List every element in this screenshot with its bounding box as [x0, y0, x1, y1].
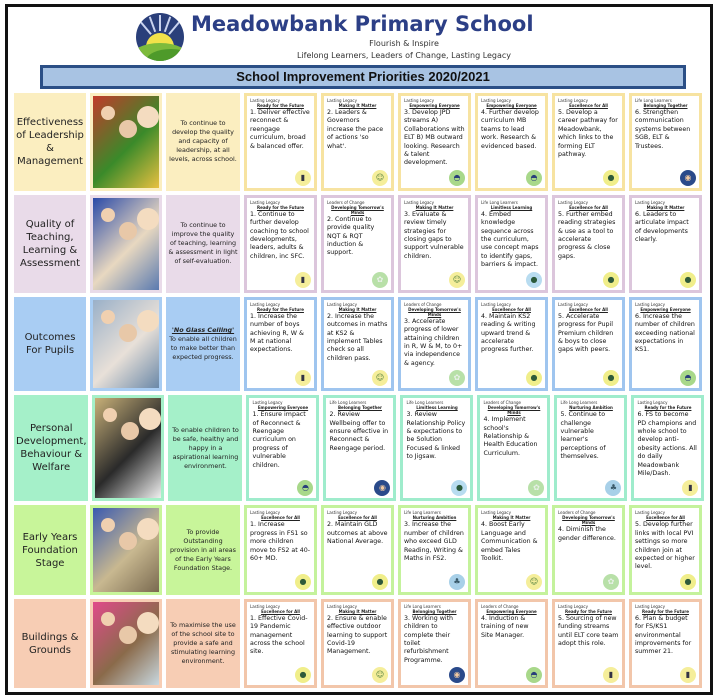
card-text: 4. Diminish the gender difference. — [558, 526, 616, 542]
traffic-light-icon: ▮ — [295, 170, 311, 186]
medal-icon: ● — [603, 370, 619, 386]
priority-row — [14, 395, 712, 501]
card-theme: Belonging Together — [643, 103, 688, 108]
card-theme: Ready for the Future — [257, 306, 304, 312]
motto: Flourish & Inspire — [369, 39, 439, 48]
card-strand: Lasting Legacy — [558, 301, 588, 307]
school-name: Meadowbank Primary School — [191, 12, 534, 36]
card-strand: Lasting Legacy — [252, 400, 283, 406]
card-theme: Excellence for All — [569, 204, 608, 210]
priority-card — [629, 505, 702, 594]
card-strand: Lasting Legacy — [637, 400, 668, 406]
focus-area-aim — [166, 93, 240, 191]
medal-icon: ● — [680, 574, 696, 590]
card-theme: Excellence for All — [492, 306, 531, 312]
card-text: 6. Leaders to articulate impact of developments clearly. — [635, 210, 689, 244]
priority-card — [244, 599, 317, 688]
medal-icon: ● — [603, 170, 619, 186]
priority-card — [552, 599, 625, 688]
priority-card — [246, 395, 319, 501]
thinking-child-icon: ☺ — [449, 272, 465, 288]
tree-icon: ♣ — [605, 480, 621, 496]
card-theme: Developing Tomorrow's Minds — [487, 405, 541, 416]
photo-figure — [101, 518, 115, 532]
card-theme: Excellence for All — [261, 515, 300, 521]
card-theme: Excellence for All — [338, 515, 377, 521]
priority-card — [321, 505, 394, 594]
card-strand: Lasting Legacy — [250, 98, 280, 103]
priority-card — [475, 93, 548, 191]
school-logo-icon: ◓ — [449, 170, 465, 186]
priority-row — [14, 195, 712, 293]
card-text: 5. Continue to challenge vulnerable learner's perceptions of themselves. — [560, 411, 606, 461]
children-science-photo — [90, 195, 162, 293]
card-text: 1. Continue to further develop coaching to school developments, leaders, adults & children, inc SFC. — [250, 210, 309, 260]
card-theme: Making It Matter — [338, 306, 377, 312]
focus-area-aim — [166, 297, 240, 391]
priority-row — [14, 93, 712, 191]
thinking-child-icon: ☺ — [372, 667, 388, 683]
focus-area-label: Buildings & Grounds — [14, 599, 86, 688]
priority-card — [475, 297, 548, 391]
photo-figure — [119, 222, 137, 240]
priority-card — [475, 505, 548, 594]
brain-icon: ✿ — [449, 370, 465, 386]
focus-area-aim — [166, 195, 240, 293]
card-theme: Excellence for All — [569, 103, 608, 108]
card-strand: Lasting Legacy — [481, 510, 511, 516]
focus-area-label: Outcomes For Pupils — [14, 297, 86, 391]
tagline: Lifelong Learners, Leaders of Change, Lasting Legacy — [296, 51, 512, 60]
card-text: 4. Embed knowledge sequence across the curriculum, use concept maps to identify gaps, barriers & impact. — [481, 210, 539, 269]
priority-card — [398, 195, 471, 293]
traffic-light-icon: ▮ — [680, 667, 696, 683]
lightbulb-icon: ● — [451, 480, 467, 496]
card-theme: Excellence for All — [569, 306, 608, 312]
focus-area-label: Effectiveness of Leadership & Management — [14, 93, 86, 191]
priority-card — [398, 505, 471, 594]
medal-icon: ● — [295, 574, 311, 590]
thinking-child-icon: ☺ — [526, 574, 542, 590]
medal-icon: ● — [526, 370, 542, 386]
priority-card — [477, 395, 550, 501]
priority-row — [14, 297, 712, 391]
card-strand: Life Long Learners — [404, 510, 441, 516]
card-theme: Belonging Together — [337, 405, 382, 411]
card-strand: Lasting Legacy — [327, 301, 357, 307]
priority-card — [323, 395, 396, 501]
card-theme: Limitless Learning — [416, 405, 458, 411]
priority-row — [14, 599, 712, 688]
photo-figure — [119, 626, 137, 644]
photo-figure — [101, 612, 115, 626]
focus-area-aim — [166, 505, 240, 594]
card-strand: Leaders of Change — [481, 603, 519, 609]
card-theme: Empowering Everyone — [486, 608, 537, 614]
card-strand: Leaders of Change — [404, 301, 442, 307]
card-theme: Nurturing Ambition — [412, 515, 457, 521]
tree-icon: ♣ — [449, 574, 465, 590]
priority-card — [398, 297, 471, 391]
card-strand: Life Long Learners — [481, 199, 518, 205]
priority-card — [552, 93, 625, 191]
aim-text: To provide Outstanding provision in all areas of the Early Years Foundation Stage. — [169, 527, 237, 572]
card-strand: Lasting Legacy — [558, 98, 588, 103]
card-theme: Making It Matter — [415, 204, 454, 210]
photo-figure — [101, 106, 115, 120]
photo-figure — [121, 422, 139, 440]
card-text: 4. Induction & training of new Site Manager. — [481, 614, 529, 639]
globe-badge-icon: ◉ — [680, 170, 696, 186]
globe-badge-icon: ◉ — [374, 480, 390, 496]
card-strand: Lasting Legacy — [481, 301, 511, 307]
priority-card — [629, 93, 702, 191]
brain-icon: ✿ — [372, 272, 388, 288]
card-strand: Leaders of Change — [327, 199, 365, 205]
card-strand: Lasting Legacy — [558, 603, 588, 609]
focus-area-label: Quality of Teaching, Learning & Assessment — [14, 195, 86, 293]
priority-card — [244, 297, 317, 391]
priority-card — [244, 93, 317, 191]
aim-text: To enable children to be safe, healthy and happy in a aspirational learning environment. — [172, 425, 239, 470]
card-strand: Lasting Legacy — [250, 199, 280, 205]
card-text: 2. Ensure & enable effective outdoor learning to support Covid-19 Management. — [327, 614, 388, 656]
aim-text: To enable all children to make better than expected progress. — [169, 334, 237, 361]
priority-card — [629, 297, 702, 391]
priorities-grid — [14, 93, 712, 688]
card-text: 2. Increase the outcomes in maths at KS2 & implement Tables check so all children pass. — [327, 312, 388, 362]
card-strand: Lasting Legacy — [635, 603, 665, 609]
card-text: 1. Deliver effective reconnect & reengage curriculum, broad & balanced offer. — [250, 109, 310, 150]
card-text: 2. Maintain GLD outcomes at above National Average. — [327, 521, 388, 546]
photo-figure — [119, 324, 137, 342]
photo-figure — [119, 120, 137, 138]
aim-heading: 'No Glass Ceiling' — [171, 325, 235, 334]
photo-figure — [103, 408, 117, 422]
card-theme: Belonging Together — [412, 608, 457, 614]
child-outdoors-photo — [90, 599, 162, 688]
priority-card — [400, 395, 473, 501]
card-text: 6. Strengthen communication systems between SGB, ELT & Trustees. — [635, 109, 691, 150]
priority-card — [398, 93, 471, 191]
thinking-child-icon: ☺ — [372, 370, 388, 386]
card-strand: Lasting Legacy — [327, 98, 357, 103]
priority-card — [321, 599, 394, 688]
card-strand: Life Long Learners — [329, 400, 367, 406]
card-theme: Making It Matter — [338, 103, 377, 108]
priority-card — [398, 599, 471, 688]
school-logo-icon: ◓ — [526, 667, 542, 683]
aim-text: To continue to improve the quality of teaching, learning & assessment in light of self-evaluation. — [168, 221, 238, 266]
card-theme: Making It Matter — [492, 515, 531, 521]
photo-figure — [101, 310, 115, 324]
medal-icon: ● — [372, 574, 388, 590]
photo-figure — [137, 208, 159, 230]
card-text: 3. Increase the number of children who exceed GLD Reading, Writing & Maths in FS2. — [404, 521, 464, 562]
focus-area-label: Early Years Foundation Stage — [14, 505, 86, 594]
card-text: 5. Develop a career pathway for Meadowbank, which links to the forming ELT pathway. — [558, 109, 618, 159]
card-text: 3. Develop JPD streams A) Collaborations with ELT B) MB outward looking. Research & talent development. — [404, 109, 465, 167]
photo-figure — [101, 208, 115, 222]
card-strand: Life Long Learners — [406, 400, 444, 406]
aim-text: To maximise the use of the school site to provide a safe and stimulating learning environment. — [170, 621, 236, 666]
poster-frame — [5, 4, 713, 695]
card-text: 6. FS to become PD champions and whole school to develop anti-obesity actions. All do daily Meadowbank Mile/Dash. — [637, 411, 697, 477]
card-text: 1. Increase progress in FS1 so more children move to FS2 at 40-60+ MD. — [250, 521, 311, 562]
card-theme: Developing Tomorrow's Minds — [408, 306, 461, 317]
card-strand: Life Long Learners — [404, 603, 441, 609]
medal-icon: ● — [603, 272, 619, 288]
photo-figure — [137, 518, 159, 540]
lightbulb-icon: ● — [526, 272, 542, 288]
card-text: 1. Ensure impact of Reconnect & Reengage curriculum on progress of vulnerable children. — [252, 411, 306, 469]
card-strand: Lasting Legacy — [250, 603, 280, 609]
card-text: 1. Increase the number of boys achieving R, W & M at national expectations. — [250, 312, 304, 354]
priority-card — [244, 505, 317, 594]
card-theme: Excellence for All — [646, 515, 685, 521]
card-strand: Leaders of Change — [558, 510, 596, 516]
medal-icon: ● — [680, 272, 696, 288]
card-theme: Empowering Everyone — [486, 103, 537, 108]
card-strand: Lasting Legacy — [635, 199, 665, 205]
card-strand: Lasting Legacy — [635, 301, 665, 307]
card-theme: Ready for the Future — [257, 204, 304, 210]
card-text: 3. Working with children to complete their toilet refurbishment Programme. — [404, 614, 454, 664]
brain-icon: ✿ — [603, 574, 619, 590]
teacher-with-pupils-photo — [90, 297, 162, 391]
card-theme: Empowering Everyone — [640, 306, 691, 312]
traffic-light-icon: ▮ — [295, 272, 311, 288]
photo-figure — [137, 612, 159, 634]
card-theme: Developing Tomorrow's Minds — [331, 204, 384, 215]
card-text: 4. Implement school's Relationship & Health Education Curriculum. — [483, 416, 538, 457]
card-theme: Developing Tomorrow's Minds — [562, 515, 615, 526]
card-strand: Life Long Learners — [635, 98, 672, 103]
globe-badge-icon: ◉ — [449, 667, 465, 683]
priority-card — [321, 195, 394, 293]
card-theme: Empowering Everyone — [257, 405, 309, 411]
priority-card — [552, 297, 625, 391]
card-theme: Ready for the Future — [642, 608, 689, 614]
school-logo-icon: ◓ — [297, 480, 313, 496]
children-gymnastics-photo — [92, 395, 164, 501]
aim-text: To continue to develop the quality and capacity of leadership, at all levels, across school. — [169, 119, 237, 164]
school-logo-icon: ◓ — [526, 170, 542, 186]
priority-card — [554, 395, 627, 501]
card-text: 4. Boost Early Language and Communication & embed Tales Toolkit. — [481, 521, 538, 562]
card-strand: Lasting Legacy — [250, 301, 280, 307]
card-theme: Empowering Everyone — [409, 103, 460, 108]
card-text: 1. Effective Covid-19 Pandemic management across the school site. — [250, 614, 308, 656]
priority-row — [14, 505, 712, 594]
card-theme: Excellence for All — [261, 608, 300, 614]
focus-area-aim — [168, 395, 242, 501]
card-text: 5. Develop further links with local PVI settings so more children join at expected or higher level. — [635, 521, 695, 571]
traffic-light-icon: ▮ — [682, 480, 698, 496]
priority-card — [475, 195, 548, 293]
card-text: 2. Review Wellbeing offer to ensure effective in Reconnect & Reengage period. — [329, 411, 389, 452]
card-strand: Lasting Legacy — [404, 98, 434, 103]
priority-card — [552, 195, 625, 293]
children-reading-photo — [90, 505, 162, 594]
card-text: 3. Accelerate progress of lower attaining children in R, W & M, to 0+ via independence & agency. — [404, 317, 463, 367]
page-title: School Improvement Priorities 2020/2021 — [236, 69, 490, 84]
focus-area-aim — [166, 599, 240, 688]
thinking-child-icon: ☺ — [372, 170, 388, 186]
card-strand: Lasting Legacy — [481, 98, 511, 103]
card-theme: Making It Matter — [646, 204, 685, 210]
priority-card — [475, 599, 548, 688]
photo-figure — [119, 532, 137, 550]
card-strand: Leaders of Change — [483, 400, 521, 406]
card-strand: Lasting Legacy — [327, 603, 357, 609]
card-strand: Lasting Legacy — [404, 199, 434, 205]
card-theme: Limitless Learning — [490, 204, 533, 210]
card-theme: Ready for the Future — [565, 608, 612, 614]
priority-card — [244, 195, 317, 293]
traffic-light-icon: ▮ — [295, 370, 311, 386]
card-theme: Nurturing Ambition — [569, 405, 613, 411]
card-theme: Ready for the Future — [644, 405, 692, 411]
header — [8, 7, 710, 63]
medal-icon: ● — [295, 667, 311, 683]
school-logo-icon: ◓ — [680, 370, 696, 386]
priority-card — [631, 395, 704, 501]
focus-area-label: Personal Development, Behaviour & Welfare — [14, 395, 88, 501]
photo-figure — [139, 408, 161, 430]
priority-card — [321, 297, 394, 391]
card-text: 5. Further embed reading strategies & use as a tool to accelerate progress & close gaps. — [558, 210, 616, 260]
card-strand: Lasting Legacy — [250, 510, 280, 516]
card-strand: Lasting Legacy — [558, 199, 588, 205]
priority-card — [321, 93, 394, 191]
title-bar — [40, 65, 686, 89]
priority-card — [629, 599, 702, 688]
children-dressing-up-photo — [90, 93, 162, 191]
card-text: 2. Leaders & Governors increase the pace of actions 'so what'. — [327, 109, 384, 150]
card-strand: Life Long Learners — [560, 400, 598, 406]
priority-card — [629, 195, 702, 293]
photo-figure — [137, 106, 159, 128]
card-text: 2. Continue to provide quality NQT & RQT induction & support. — [327, 215, 375, 257]
card-text: 4. Maintain KS2 reading & writing upward trend & accelerate progress further. — [481, 312, 536, 354]
brain-icon: ✿ — [528, 480, 544, 496]
card-text: 3. Review Relationship Policy & expectations to be Solution Focused & linked to Jigsaw. — [406, 411, 466, 461]
card-strand: Lasting Legacy — [327, 510, 357, 516]
traffic-light-icon: ▮ — [603, 667, 619, 683]
photo-figure — [137, 310, 159, 332]
card-text: 6. Plan & budget for FS/KS1 environmental improvements for summer 21. — [635, 614, 692, 656]
card-text: 6. Increase the number of children exceeding national expectations in KS1. — [635, 312, 695, 354]
card-strand: Lasting Legacy — [635, 510, 665, 516]
card-text: 5. Sourcing of new funding streams until ELT core team adopt this role. — [558, 614, 619, 648]
card-text: 5. Accelerate progress for Pupil Premium children & boys to close gaps with peers. — [558, 312, 614, 354]
priority-card — [552, 505, 625, 594]
card-text: 3. Evaluate & review timely strategies for closing gaps to support vulnerable children. — [404, 210, 464, 260]
card-text: 4. Further develop curriculum MB teams to lead work. Research & evidenced based. — [481, 109, 539, 150]
card-theme: Ready for the Future — [257, 103, 304, 108]
card-theme: Making It Matter — [338, 608, 377, 614]
